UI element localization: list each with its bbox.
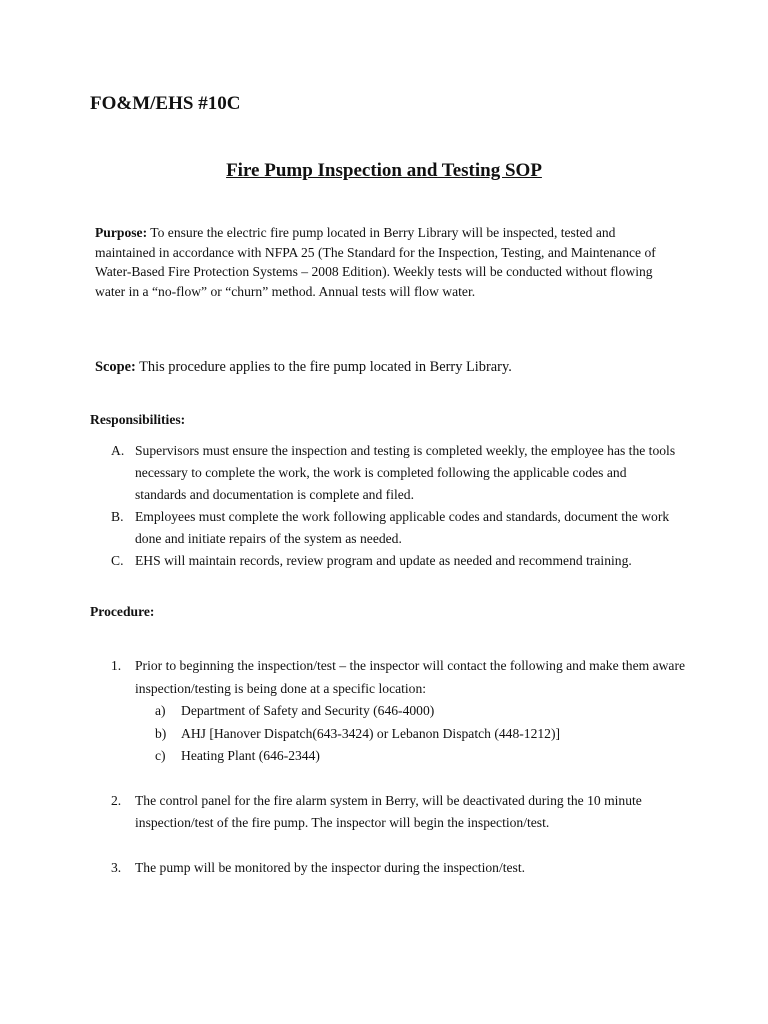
list-marker: C. <box>111 553 124 568</box>
responsibility-item <box>111 506 681 550</box>
purpose-paragraph <box>95 223 670 301</box>
responsibility-text: EHS will maintain records, review program and update as needed and recommend training. <box>135 553 632 568</box>
list-marker: B. <box>111 509 124 524</box>
contact-text: Heating Plant (646-2344) <box>181 748 320 763</box>
contact-marker: c) <box>155 748 166 763</box>
responsibility-text: Supervisors must ensure the inspection and testing is completed weekly, the employee has the tools necessary to complete the work, the work is completed following the applicable codes and standards and documentation is complete and filed. <box>135 443 676 502</box>
document-id: FO&M/EHS #10C <box>90 93 241 114</box>
list-marker: A. <box>111 443 125 458</box>
procedure-heading: Procedure: <box>90 604 155 619</box>
procedure-step-text: The pump will be monitored by the inspector during the inspection/test. <box>135 859 525 875</box>
responsibility-item <box>111 440 681 506</box>
procedure-list <box>111 655 691 901</box>
step-number: 1. <box>111 658 122 673</box>
scope-paragraph <box>95 357 695 377</box>
procedure-step <box>111 655 691 768</box>
procedure-step-text: Prior to beginning the inspection/test – the inspector will contact the following and make them aware inspection/testing is being done at a specific location: <box>135 658 686 696</box>
responsibility-text: Employees must complete the work following applicable codes and standards, document the work done and initiate repairs of the system as needed. <box>135 509 670 546</box>
contact-marker: b) <box>155 725 167 741</box>
scope-label: Scope: <box>95 359 136 375</box>
contact-item <box>155 723 691 746</box>
procedure-step <box>111 790 691 835</box>
procedure-step-text: The control panel for the fire alarm system in Berry, will be deactivated during the 10 minute inspection/test of the fire pump. The inspector will begin the inspection/test. <box>135 792 642 830</box>
contact-text: Department of Safety and Security (646-4000) <box>181 703 435 718</box>
step-number: 3. <box>111 859 122 875</box>
responsibility-item <box>111 550 681 572</box>
contact-text: AHJ [Hanover Dispatch(643-3424) or Lebanon Dispatch (448-1212)] <box>181 725 561 741</box>
document-title: Fire Pump Inspection and Testing SOP <box>226 160 542 181</box>
procedure-step <box>111 857 691 880</box>
contact-item <box>155 745 691 768</box>
contact-list <box>135 700 691 768</box>
purpose-label: Purpose: <box>95 225 148 240</box>
responsibilities-heading: Responsibilities: <box>90 412 186 427</box>
responsibilities-list <box>111 440 681 572</box>
purpose-text: To ensure the electric fire pump located in Berry Library will be inspected, tested and maintained in accordance with NFPA 25 (The Standard for the Inspection, Testing, and Maintenance of Water-Based Fire Protection Systems – 2008 Edition). Weekly tests will be conducted without flowing water in a “no-flow” or “churn” method. Annual tests will flow water. <box>95 225 656 299</box>
scope-text: This procedure applies to the fire pump located in Berry Library. <box>135 359 512 375</box>
step-number: 2. <box>111 792 122 808</box>
contact-item <box>155 700 691 723</box>
contact-marker: a) <box>155 703 166 718</box>
